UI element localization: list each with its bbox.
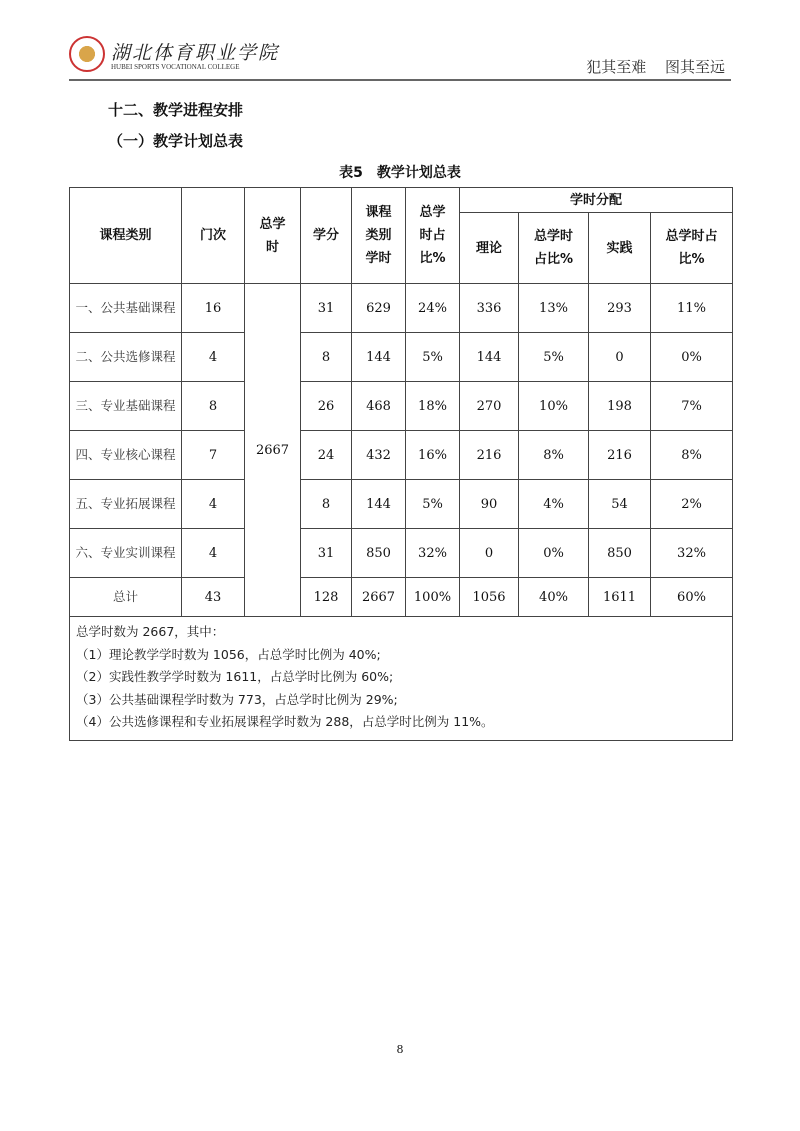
cell-count: 7 <box>182 431 245 480</box>
cell-theory-pct: 4% <box>519 480 589 529</box>
table-row <box>70 333 733 382</box>
header-credits: 学分 <box>301 188 352 284</box>
cell-theory-pct: 8% <box>519 431 589 480</box>
cell-category: 四、专业核心课程 <box>70 431 182 480</box>
subsection-title: （一）教学计划总表 <box>108 132 244 150</box>
cell-category: 二、公共选修课程 <box>70 333 182 382</box>
cell-category: 五、专业拓展课程 <box>70 480 182 529</box>
cell-theory-pct: 0% <box>519 529 589 578</box>
cell-practice: 0 <box>589 333 651 382</box>
note-line: （2）实践性教学学时数为 1611，占总学时比例为 60%; <box>76 669 394 684</box>
cell-theory-pct: 13% <box>519 284 589 333</box>
cell-theory-pct: 10% <box>519 382 589 431</box>
cell-category-hours: 144 <box>352 333 406 382</box>
cell-credits: 26 <box>301 382 352 431</box>
note-line: （1）理论教学学时数为 1056，占总学时比例为 40%; <box>76 646 381 662</box>
college-name-en: HUBEI SPORTS VOCATIONAL COLLEGE <box>111 63 240 71</box>
cell-theory: 90 <box>460 480 519 529</box>
header-practice-pct: 总学时占比% <box>651 213 733 284</box>
cell-practice-pct: 32% <box>651 529 733 578</box>
cell-theory: 336 <box>460 284 519 333</box>
table-row <box>70 431 733 480</box>
cell-total-pct: 16% <box>406 431 460 480</box>
cell-credits: 8 <box>301 480 352 529</box>
note-line: 总学时数为 2667，其中： <box>76 624 225 639</box>
cell-practice: 198 <box>589 382 651 431</box>
header-practice: 实践 <box>589 213 651 284</box>
total-theory-pct: 40% <box>519 578 589 617</box>
note-line: （4）公共选修课程和专业拓展课程学时数为 288，占总学时比例为 11%。 <box>76 714 494 729</box>
page-header <box>69 36 731 81</box>
cell-credits: 31 <box>301 529 352 578</box>
cell-theory: 0 <box>460 529 519 578</box>
cell-count: 4 <box>182 529 245 578</box>
cell-practice-pct: 7% <box>651 382 733 431</box>
college-logo-icon <box>69 36 105 72</box>
cell-category: 六、专业实训课程 <box>70 529 182 578</box>
cell-category-hours: 850 <box>352 529 406 578</box>
note-line: （3）公共基础课程学时数为 773，占总学时比例为 29%; <box>76 691 398 707</box>
cell-theory: 270 <box>460 382 519 431</box>
section-title: 十二、教学进程安排 <box>108 101 244 119</box>
cell-category: 三、专业基础课程 <box>70 382 182 431</box>
table-row <box>70 382 733 431</box>
header-category-hours: 课程类别学时 <box>352 188 406 284</box>
cell-category-hours: 432 <box>352 431 406 480</box>
total-practice: 1611 <box>589 578 651 617</box>
cell-total-pct: 5% <box>406 480 460 529</box>
table-caption: 表5 教学计划总表 <box>339 165 461 181</box>
cell-credits: 31 <box>301 284 352 333</box>
cell-category-hours: 629 <box>352 284 406 333</box>
header-category: 课程类别 <box>70 188 182 284</box>
cell-practice-pct: 0% <box>651 333 733 382</box>
cell-total-hours: 2667 <box>245 284 301 617</box>
notes-row <box>70 617 733 741</box>
total-count: 43 <box>182 578 245 617</box>
teaching-plan-table <box>69 187 733 741</box>
header-theory: 理论 <box>460 213 519 284</box>
total-theory: 1056 <box>460 578 519 617</box>
cell-practice-pct: 11% <box>651 284 733 333</box>
header-count: 门次 <box>182 188 245 284</box>
total-credits: 128 <box>301 578 352 617</box>
cell-count: 4 <box>182 333 245 382</box>
cell-practice: 850 <box>589 529 651 578</box>
total-total-pct: 100% <box>406 578 460 617</box>
cell-credits: 8 <box>301 333 352 382</box>
cell-theory: 144 <box>460 333 519 382</box>
cell-category-hours: 144 <box>352 480 406 529</box>
cell-total-pct: 24% <box>406 284 460 333</box>
header-theory-pct: 总学时占比% <box>519 213 589 284</box>
cell-count: 16 <box>182 284 245 333</box>
table-row <box>70 480 733 529</box>
header-distribution: 学时分配 <box>460 188 733 213</box>
cell-total-pct: 32% <box>406 529 460 578</box>
total-category: 总计 <box>70 578 182 617</box>
cell-practice: 293 <box>589 284 651 333</box>
college-motto: 犯其至难 图其至远 <box>586 58 725 76</box>
cell-practice-pct: 8% <box>651 431 733 480</box>
total-row <box>70 578 733 617</box>
table-row <box>70 529 733 578</box>
cell-practice-pct: 2% <box>651 480 733 529</box>
header-total-pct: 总学时占比% <box>406 188 460 284</box>
cell-total-pct: 5% <box>406 333 460 382</box>
total-category-hours: 2667 <box>352 578 406 617</box>
cell-category-hours: 468 <box>352 382 406 431</box>
cell-count: 8 <box>182 382 245 431</box>
total-practice-pct: 60% <box>651 578 733 617</box>
notes-cell <box>70 617 733 741</box>
cell-category: 一、公共基础课程 <box>70 284 182 333</box>
page-number: 8 <box>396 1043 404 1056</box>
header-total-hours: 总学时 <box>245 188 301 284</box>
cell-total-pct: 18% <box>406 382 460 431</box>
table-row <box>70 284 733 333</box>
cell-credits: 24 <box>301 431 352 480</box>
cell-theory-pct: 5% <box>519 333 589 382</box>
cell-practice: 54 <box>589 480 651 529</box>
cell-count: 4 <box>182 480 245 529</box>
college-name-cn: 湖北体育职业学院 <box>111 42 280 64</box>
cell-practice: 216 <box>589 431 651 480</box>
cell-theory: 216 <box>460 431 519 480</box>
